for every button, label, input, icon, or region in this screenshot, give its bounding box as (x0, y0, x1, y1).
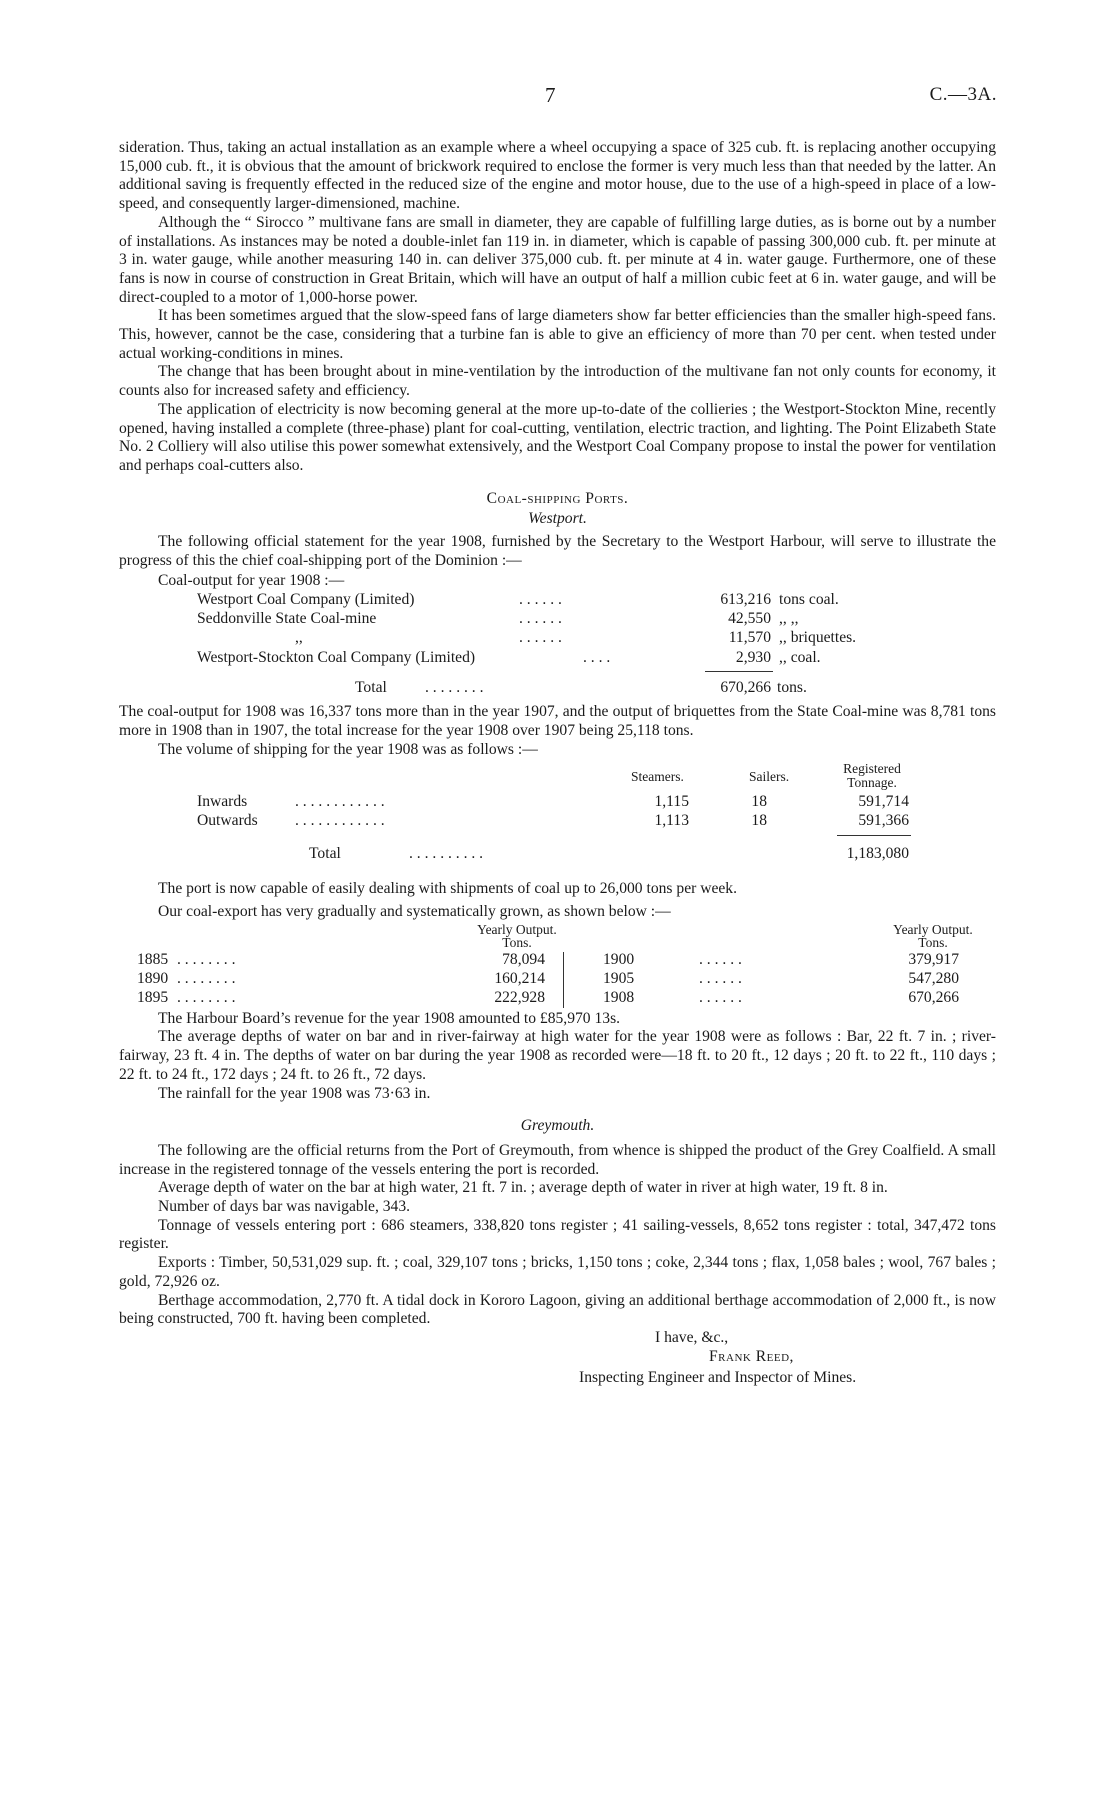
output-row-unit: ,, coal. (779, 649, 821, 667)
signature-block (119, 1329, 996, 1405)
coal-export-table (119, 922, 996, 1010)
export-year: 1900 (603, 950, 635, 968)
export-dots: . . . . . . . . (177, 950, 236, 968)
rainfall-note: The rainfall for the year 1908 was 73·63 in. (158, 1084, 431, 1102)
shipping-row-label: Inwards (197, 793, 248, 811)
paragraph-multivane-change: The change that has been brought about in mine-ventilation by the introduction of the multivane fan not only counts for economy, it counts also for increased safety and efficiency. (119, 363, 996, 400)
col-header-steamers: Steamers. (631, 769, 684, 785)
export-header-title: Yearly Output. (893, 921, 973, 937)
shipping-total-label: Total (309, 845, 341, 863)
shipping-row-steamers: 1,115 (654, 793, 689, 811)
subheading-greymouth: Greymouth. (520, 1117, 595, 1135)
export-year: 1890 (137, 969, 169, 987)
signature-name: Frank Reed, (709, 1347, 794, 1365)
export-header-unit: Tons. (502, 934, 532, 950)
export-value: 379,917 (908, 950, 959, 968)
export-value: 547,280 (908, 969, 959, 987)
shipping-row-dots: . . . . . . . . . . . . (295, 793, 385, 811)
shipping-row-tonnage: 591,714 (858, 793, 909, 811)
greymouth-paragraph: The following are the official returns from the Port of Greymouth, from whence is shipped the product of the Grey Coalfield. A small increase in the registered tonnage of the vessels entering the port is recorded. (119, 1141, 996, 1178)
shipping-total-dots: . . . . . . . . . . (409, 845, 484, 863)
shipping-row-dots: . . . . . . . . . . . . (295, 812, 385, 830)
total-rule (705, 671, 773, 672)
coal-output-note: The coal-output for 1908 was 16,337 tons more than in the year 1907, and the output of briquettes from the State Coal-mine was 8,781 tons more in 1908 than in 1907, the total increase for the year 1908 over 1907 being 25,118 tons. (119, 703, 996, 739)
capacity-note: The port is now capable of easily dealing with shipments of coal up to 26,000 tons per week. (158, 880, 738, 898)
output-row-unit: ,, briquettes. (779, 629, 857, 647)
export-value: 160,214 (494, 969, 545, 987)
paragraph-continuation: sideration. Thus, taking an actual installation as an example where a wheel occupying a space of 325 cub. ft. is replacing another occupying 15,000 cub. ft., it is obvious that the amount of brickwork required to enclose the former is very much less than that needed by the latter. An additional saving is frequently effected in the reduced size of the engine and motor house, due to the use of a high-speed in place of a low-speed, and consequently larger-dimensioned, machine. (119, 139, 996, 213)
output-row-value: 613,216 (720, 591, 771, 609)
subheading-westport: Westport. (528, 510, 587, 528)
revenue-note: The Harbour Board’s revenue for the year 1908 amounted to £85,970 13s. (158, 1009, 621, 1027)
output-total-value: 670,266 (720, 679, 771, 697)
output-row-value: 11,570 (728, 629, 771, 647)
output-row-value: 2,930 (735, 649, 771, 667)
shipping-total-value: 1,183,080 (846, 845, 909, 863)
paragraph-fan-efficiency: It has been sometimes argued that the slow-speed fans of large diameters show far better efficiencies than the smaller high-speed fans. This, however, cannot be the case, considering that a turbine fan is able to give an efficiency of more than 70 per cent. when tested under actual working-conditions in mines. (119, 307, 996, 362)
export-header-unit: Tons. (918, 934, 948, 950)
export-year: 1885 (137, 950, 169, 968)
shipping-row-tonnage: 591,366 (858, 812, 909, 830)
depth-note: The average depths of water on bar and in river-fairway at high water for the year 1908 were as follows : Bar, 22 ft. 7 in. ; river-fairway, 23 ft. 4 in. The depths of water on bar during the year 1908 as recorded were—18 ft. to 20 ft., 12 days ; 20 ft. to 22 ft., 110 days ; 22 ft. to 24 ft., 172 days ; 24 ft. to 26 ft., 72 days. (119, 1028, 996, 1083)
output-row-value: 42,550 (728, 610, 771, 628)
page-number: 7 (545, 83, 556, 107)
output-total-dots: . . . . . . . . (425, 679, 484, 697)
output-row-name: Seddonville State Coal-mine (197, 610, 377, 628)
page-body (119, 139, 996, 1405)
output-row-dots: . . . . . . (519, 591, 562, 609)
coal-output-table (119, 591, 996, 703)
shipping-row-label: Outwards (197, 812, 258, 830)
output-row-dots: . . . . (583, 649, 611, 667)
output-row-unit: ,, ,, (779, 610, 799, 628)
export-dots: . . . . . . . . (177, 988, 236, 1006)
signature-title: Inspecting Engineer and Inspector of Mines. (579, 1368, 857, 1386)
col-header-registered: Registered (843, 761, 901, 777)
export-dots: . . . . . . . . (177, 969, 236, 987)
column-divider (563, 952, 564, 1008)
shipping-row-steamers: 1,113 (654, 812, 689, 830)
document-reference: C.—3A. (929, 84, 997, 105)
export-caption: Our coal-export has very gradually and systematically grown, as shown below :— (158, 902, 671, 920)
total-rule (837, 835, 911, 836)
coal-output-caption: Coal-output for year 1908 :— (158, 572, 345, 590)
export-value: 78,094 (502, 950, 545, 968)
col-header-sailers: Sailers. (749, 769, 790, 785)
output-row-dots: . . . . . . (519, 610, 562, 628)
output-total-label: Total (355, 679, 387, 697)
greymouth-paragraph: Average depth of water on the bar at high water, 21 ft. 7 in. ; average depth of water in river at high water, 19 ft. 8 in. (158, 1179, 888, 1197)
export-header-title: Yearly Output. (477, 921, 557, 937)
export-year: 1905 (603, 969, 635, 987)
paragraph-electricity: The application of electricity is now becoming general at the more up-to-date of the collieries ; the Westport-Stockton Mine, recently opened, having installed a complete (three-phase) plant for coal-cutting, ventilation, electric traction, and lighting. The Point Elizabeth State No. 2 Colliery will also utilise this power somewhat extensively, and the Westport Coal Company propose to instal the power for ventilation and perhaps coal-cutters also. (119, 400, 996, 474)
greymouth-paragraph: Tonnage of vessels entering port : 686 steamers, 338,820 tons register ; 41 sailing-vessels, 8,652 tons register : total, 347,472 tons register. (119, 1216, 996, 1253)
output-row-name: ,, (295, 629, 303, 647)
output-row-unit: tons coal. (779, 591, 839, 609)
output-row-name: Westport-Stockton Coal Company (Limited) (197, 649, 476, 667)
section-heading: Coal-shipping Ports. (486, 489, 629, 507)
export-year: 1895 (137, 988, 169, 1006)
export-value: 670,266 (908, 988, 959, 1006)
westport-intro: The following official statement for the year 1908, furnished by the Secretary to the Westport Harbour, will serve to illustrate the progress of this the chief coal-shipping port of the Dominion :— (119, 533, 996, 569)
shipping-row-sailers: 18 (751, 812, 767, 830)
export-value: 222,928 (494, 988, 545, 1006)
output-row-name: Westport Coal Company (Limited) (197, 591, 415, 609)
shipping-row-sailers: 18 (751, 793, 767, 811)
col-header-tonnage: Tonnage. (847, 775, 897, 791)
export-dots: . . . . . . (699, 969, 742, 987)
export-dots: . . . . . . (699, 988, 742, 1006)
paragraph-sirocco-fans: Although the “ Sirocco ” multivane fans are small in diameter, they are capable of fulfilling large duties, as is borne out by a number of installations. As instances may be noted a double-inlet fan 119 in. in diameter, which is capable of passing 300,000 cub. ft. per minute at 3 in. water gauge, while another measuring 140 in. can deliver 375,000 cub. ft. per minute at 4 in. water gauge. Furthermore, one of these fans is now in course of construction in Great Britain, which will have an output of half a million cubic feet at 6 in. water gauge, and will be direct-coupled to a motor of 1,000-horse power. (119, 213, 996, 306)
shipping-caption: The volume of shipping for the year 1908 was as follows :— (158, 740, 538, 758)
greymouth-paragraph: Number of days bar was navigable, 343. (158, 1198, 411, 1216)
signature-closing: I have, &c., (655, 1328, 729, 1346)
greymouth-paragraph: Berthage accommodation, 2,770 ft. A tidal dock in Kororo Lagoon, giving an additional berthage accommodation of 2,000 ft., is now being constructed, 700 ft. having been completed. (119, 1291, 996, 1328)
greymouth-paragraph: Exports : Timber, 50,531,029 sup. ft. ; coal, 329,107 tons ; bricks, 1,150 tons ; coke, 2,344 tons ; flax, 1,058 bales ; wool, 767 bales ; gold, 72,926 oz. (119, 1254, 996, 1290)
export-dots: . . . . . . (699, 950, 742, 968)
page-header (0, 83, 1114, 112)
output-row-dots: . . . . . . (519, 629, 562, 647)
export-year: 1908 (603, 988, 635, 1006)
output-total-unit: tons. (777, 679, 807, 697)
shipping-table (119, 759, 996, 880)
